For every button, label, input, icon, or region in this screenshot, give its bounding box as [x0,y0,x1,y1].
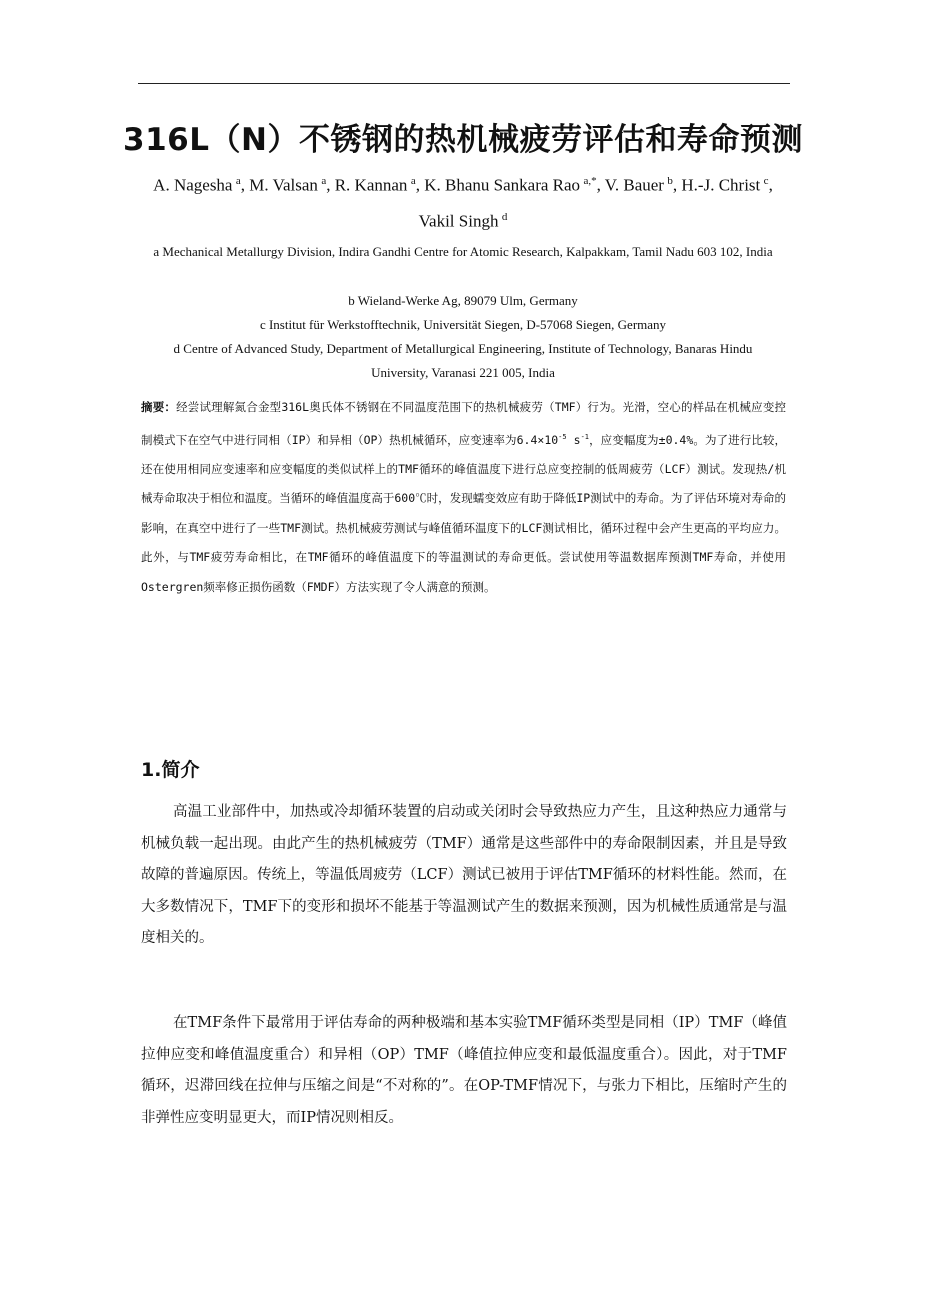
author-name: A. Nagesha [153,175,233,195]
abstract-exponent: -1 [580,432,589,441]
author-affiliation-mark: a [321,175,327,187]
author-name: Vakil Singh [418,211,499,231]
body-paragraph: 在TMF条件下最常用于评估寿命的两种极端和基本实验TMF循环类型是同相（IP）TMF（峰值拉伸应变和峰值温度重合）和异相（OP）TMF（峰值拉伸应变和最低温度重合）。因此，对于TMF循环，迟滞回线在拉伸与压缩之间是“不对称的”。在OP-TMF情况下，与张力下相比，压缩时产生的非弹性应变明显更大，而IP情况则相反。 [141,1015,787,1126]
abstract-exponent: -5 [558,432,567,441]
author-separator: , [672,175,682,195]
abstract-label: 摘要： [141,400,177,414]
abstract-text: s [566,432,581,447]
abstract [141,393,786,602]
body-paragraph: 高温工业部件中，加热或冷却循环装置的启动或关闭时会导致热应力产生，且这种热应力通常与机械负载一起出现。由此产生的热机械疲劳（TMF）通常是这些部件中的寿命限制因素，并且是导致故障的普遍原因。传统上，等温低周疲劳（LCF）测试已被用于评估TMF循环的材料性能。然而，在大多数情况下，TMF下的变形和损坏不能基于等温测试产生的数据来预测，因为机械性质通常是与温度相关的。 [141,804,787,946]
author-affiliation-mark: a [410,175,416,187]
affiliation-d: d Centre of Advanced Study, Department of Metallurgical Engineering, Institute of Technology, Banaras Hindu University, Varanasi 221 005, India [173,341,753,380]
author-affiliation-mark: c [763,175,769,187]
author-separator: , [240,175,250,195]
affiliation-c: c Institut für Werkstofftechnik, Universität Siegen, D-57068 Siegen, Germany [259,317,667,332]
author-name: K. Bhanu Sankara Rao [424,175,581,195]
abstract-text: 经尝试理解氮合金型316L奥氏体不锈钢在不同温度范围下的热机械疲劳（TMF）行为。光滑，空心的样品在机械应变控制模式下在空气中进行同相（IP）和异相（OP）热机械循环，应变速率为6.4×10 [141,400,787,447]
author-separator: , [768,175,773,195]
author-name: M. Valsan [249,175,318,195]
author-name: R. Kannan [334,175,408,195]
author-separator: , [596,175,605,195]
affiliation-a: a Mechanical Metallurgy Division, Indira Gandhi Centre for Atomic Research, Kalpakkam, Tamil Nadu 603 102, India [153,244,773,259]
abstract-text: ，应变幅度为±0.4%。为了进行比较，还在使用相同应变速率和应变幅度的类似试样上的TMF循环的峰值温度下进行总应变控制的低周疲劳（LCF）测试。发现热/机械寿命取决于相位和温度。当循环的峰值温度高于600℃时，发现蠕变效应有助于降低IP测试中的寿命。为了评估环境对寿命的影响，在真空中进行了一些TMF测试。热机械疲劳测试与峰值循环温度下的LCF测试相比，循环过程中会产生更高的平均应力。此外，与TMF疲劳寿命相比，在TMF循环的峰值温度下的等温测试的寿命更低。尝试使用等温数据库预测TMF寿命，并使用Ostergren频率修正损伤函数（FMDF）方法实现了令人满意的预测。 [141,432,786,594]
author-affiliation-mark: a [235,175,241,187]
author-name: H.-J. Christ [681,175,761,195]
paper-title: 316L（N）不锈钢的热机械疲劳评估和寿命预测 [123,122,803,158]
author-line-2 [100,205,826,234]
affiliation-b: b Wieland-Werke Ag, 89079 Ulm, Germany [348,293,578,308]
author-separator: , [415,175,425,195]
author-affiliation-mark: a,* [583,175,597,187]
author-name: V. Bauer [604,175,664,195]
header-rule [138,83,790,84]
author-affiliation-mark: b [667,175,673,187]
author-separator: , [326,175,335,195]
author-line-1 [100,169,826,198]
section-heading: 1.简介 [141,759,200,781]
author-affiliation-mark: d [501,211,508,223]
